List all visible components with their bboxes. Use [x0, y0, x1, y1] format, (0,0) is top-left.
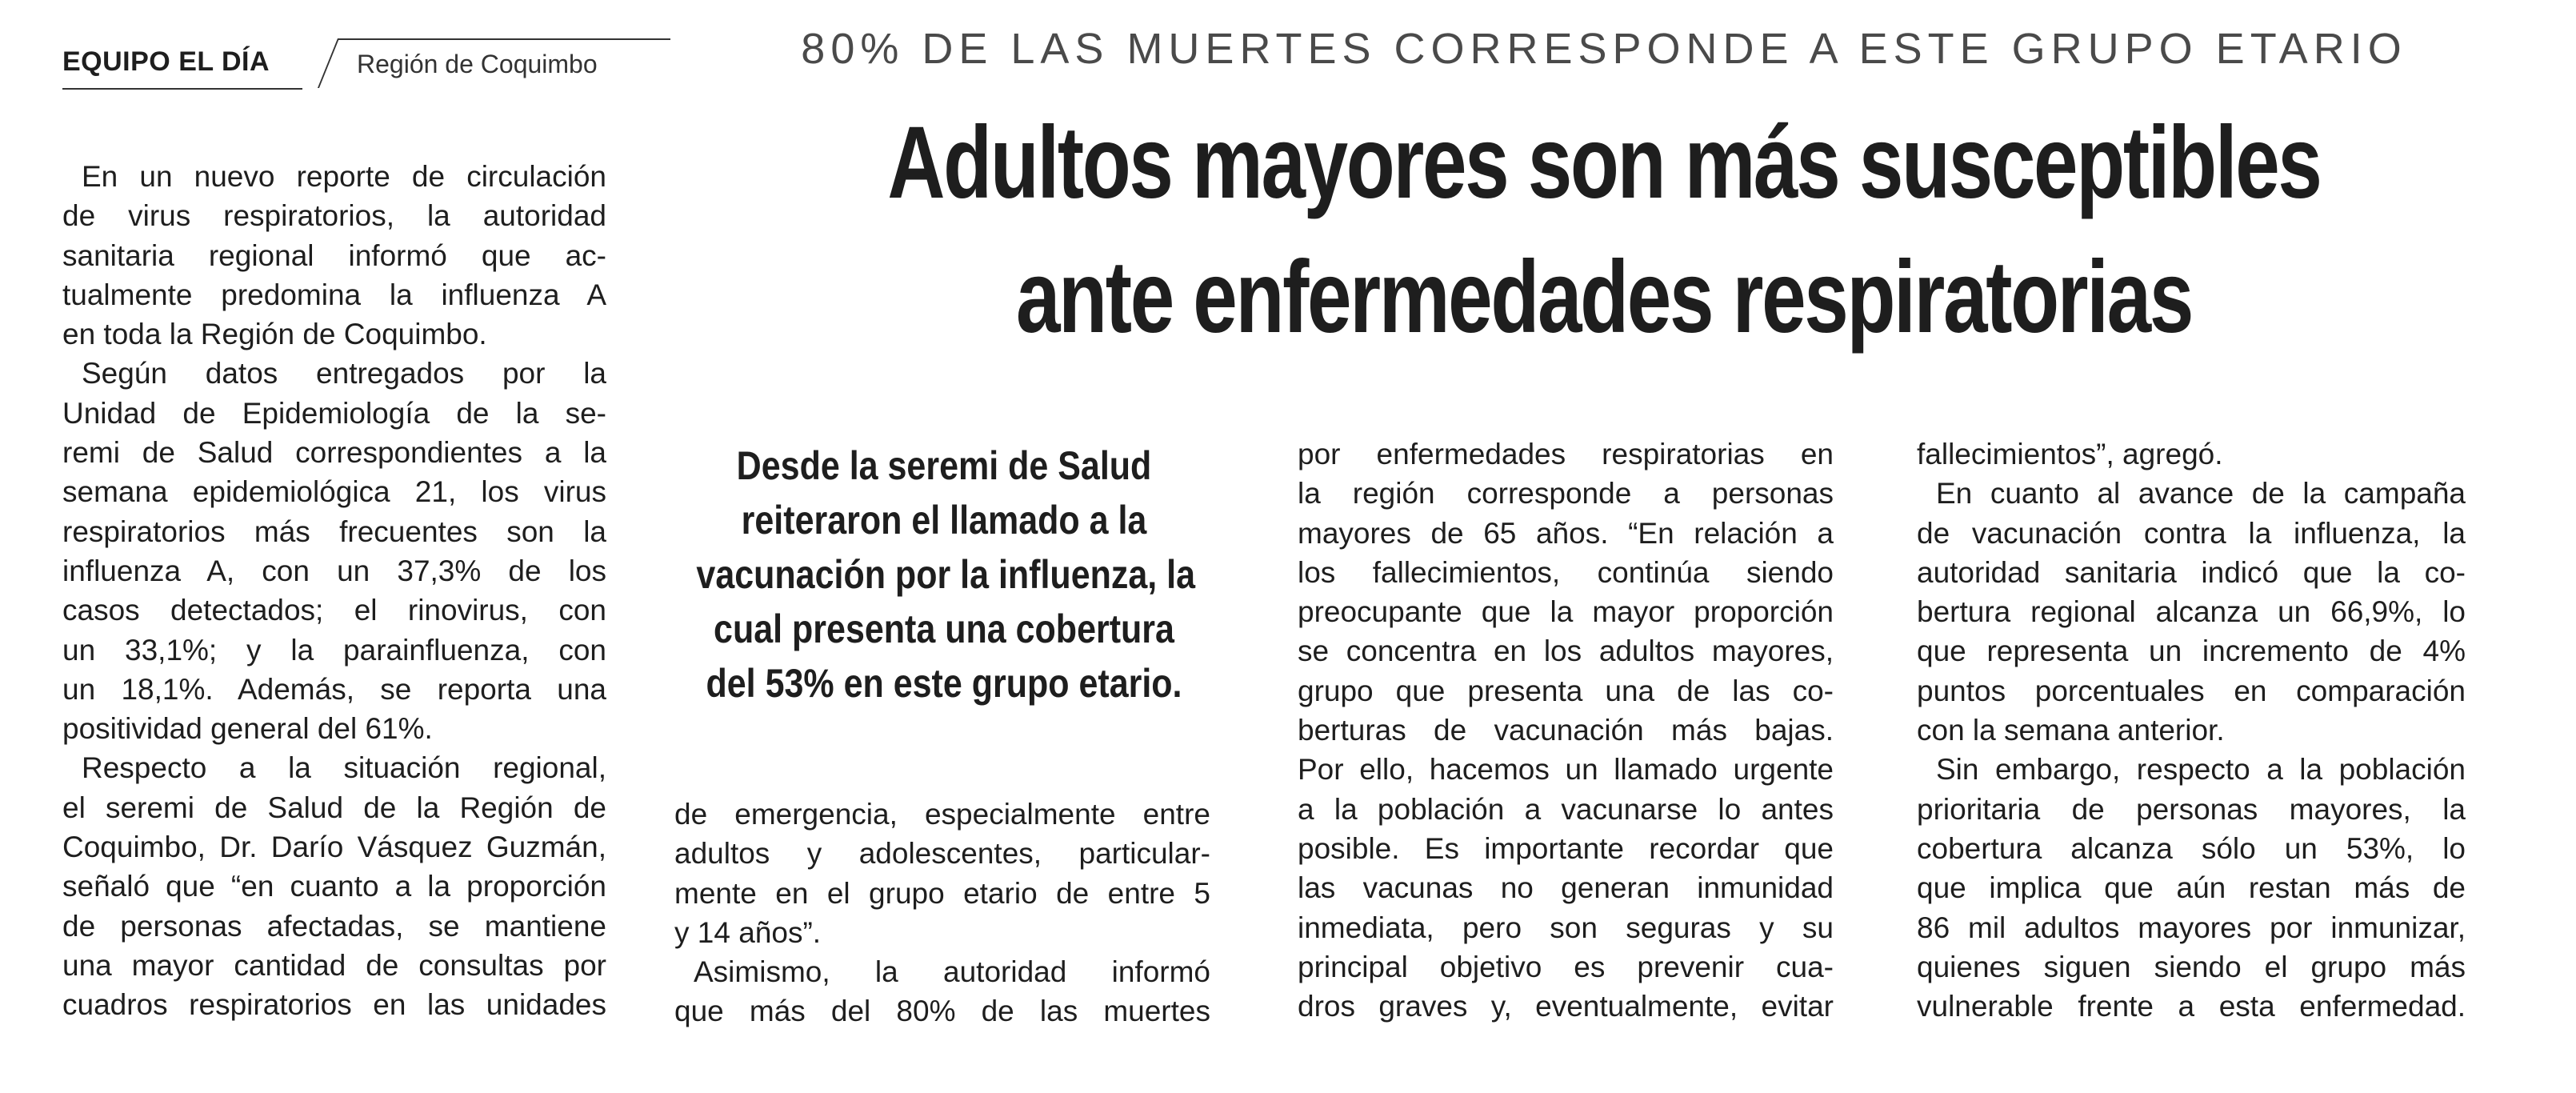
body-line: una mayor cantidad de consultas por [62, 948, 606, 982]
body-line: que más del 80% de las muertes [674, 995, 1210, 1028]
body-line: con la semana anterior. [1917, 714, 2225, 747]
body-line: quienes siguen siendo el grupo más [1917, 950, 2466, 983]
body-line: de virus respiratorios, la autoridad [62, 199, 606, 233]
body-line: positividad general del 61%. [62, 712, 433, 746]
body-line: de personas afectadas, se mantiene [62, 909, 606, 943]
body-line: cuadros respiratorios en las unidades [62, 988, 606, 1022]
byline-slash-divider [318, 38, 339, 88]
body-line: que implica que aún restan más de [1917, 871, 2466, 905]
body-column-4 [1917, 434, 2466, 1026]
body-line: las vacunas no generan inmunidad [1298, 871, 1834, 905]
byline-region: Región de Coquimbo [357, 50, 598, 78]
body-line: berturas de vacunación más bajas. [1298, 714, 1834, 747]
body-line: respiratorios más frecuentes son la [62, 514, 606, 548]
body-line: el seremi de Salud de la Región de [62, 791, 606, 824]
body-line: Sin embargo, respecto a la población [1936, 753, 2466, 787]
body-line: mente en el grupo etario de entre 5 [674, 876, 1210, 910]
headline-line: Adultos mayores son más susceptibles [887, 106, 2321, 220]
body-line: fallecimientos”, agregó. [1917, 438, 2223, 470]
body-line: sanitaria regional informó que ac- [62, 238, 606, 272]
body-line: por enfermedades respiratorias en [1298, 438, 1834, 470]
body-line: principal objetivo es prevenir cua- [1298, 950, 1834, 983]
body-line: En cuanto al avance de la campaña [1936, 477, 2466, 510]
byline-top-rule [338, 38, 670, 40]
body-line: de vacunación contra la influenza, la [1917, 516, 2466, 550]
body-line: semana epidemiológica 21, los virus [62, 475, 606, 509]
headline-line: ante enfermedades respiratorias [1015, 240, 2193, 354]
article-headline [852, 96, 2356, 365]
body-line: remi de Salud correspondientes a la [62, 436, 606, 470]
body-line: se concentra en los adultos mayores, [1298, 635, 1834, 668]
pull-quote [696, 438, 1196, 711]
body-line: a la población a vacunarse lo antes [1298, 792, 1834, 826]
body-column-1 [62, 157, 606, 1025]
body-line: autoridad sanitaria indicó que la co- [1917, 555, 2466, 589]
body-line: bertura regional alcanza un 66,9%, lo [1917, 595, 2466, 629]
body-line: 86 mil adultos mayores por inmunizar, [1917, 911, 2466, 944]
body-line: señaló que “en cuanto a la proporción [62, 870, 606, 903]
body-line: de emergencia, especialmente entre [674, 798, 1210, 831]
byline-underline [62, 88, 302, 90]
body-line: Según datos entregados por la [82, 357, 606, 390]
body-line: prioritaria de personas mayores, la [1917, 792, 2466, 826]
body-column-2 [674, 795, 1210, 1031]
body-line: la región corresponde a personas [1298, 477, 1834, 510]
body-line: posible. Es importante recordar que [1298, 831, 1834, 865]
body-line: en toda la Región de Coquimbo. [62, 318, 487, 351]
body-line: vulnerable frente a esta enfermedad. [1917, 990, 2466, 1023]
body-column-3 [1298, 434, 1834, 1026]
pull-quote-line: reiteraron el llamado a la [741, 498, 1147, 542]
body-line: y 14 años”. [674, 915, 822, 949]
body-line: Respecto a la situación regional, [82, 751, 606, 785]
body-line: dros graves y, eventualmente, evitar [1298, 990, 1834, 1023]
body-line: Por ello, hacemos un llamado urgente [1298, 753, 1834, 787]
body-line: adultos y adolescentes, particular- [674, 837, 1210, 871]
pull-quote-line: vacunación por la influenza, la [696, 552, 1196, 597]
pull-quote-line: del 53% en este grupo etario. [706, 661, 1182, 706]
body-line: mayores de 65 años. “En relación a [1298, 516, 1834, 550]
body-line: los fallecimientos, continúa siendo [1298, 555, 1834, 589]
body-line: inmediata, pero son seguras y su [1298, 911, 1834, 944]
byline [62, 30, 606, 91]
body-line: puntos porcentuales en comparación [1917, 674, 2466, 707]
pull-quote-line: Desde la seremi de Salud [736, 443, 1152, 488]
body-line: Asimismo, la autoridad informó [694, 955, 1210, 989]
body-line: un 18,1%. Además, se reporta una [62, 672, 606, 706]
body-line: preocupante que la mayor proporción [1298, 595, 1834, 629]
byline-author: EQUIPO EL DÍA [62, 46, 270, 77]
body-line: influenza A, con un 37,3% de los [62, 554, 606, 587]
body-line: casos detectados; el rinovirus, con [62, 594, 606, 627]
body-line: grupo que presenta una de las co- [1298, 674, 1834, 707]
body-line: tualmente predomina la influenza A [62, 278, 606, 311]
body-line: un 33,1%; y la parainfluenza, con [62, 633, 606, 667]
body-line: Unidad de Epidemiología de la se- [62, 396, 606, 430]
article-kicker: 80% DE LAS MUERTES CORRESPONDE A ESTE GRUPO ETARIO [801, 25, 2407, 73]
body-line: En un nuevo reporte de circulación [82, 160, 606, 193]
body-line: que representa un incremento de 4% [1917, 635, 2466, 668]
pull-quote-line: cual presenta una cobertura [714, 607, 1174, 651]
body-line: Coquimbo, Dr. Darío Vásquez Guzmán, [62, 831, 606, 864]
body-line: cobertura alcanza sólo un 53%, lo [1917, 831, 2466, 865]
